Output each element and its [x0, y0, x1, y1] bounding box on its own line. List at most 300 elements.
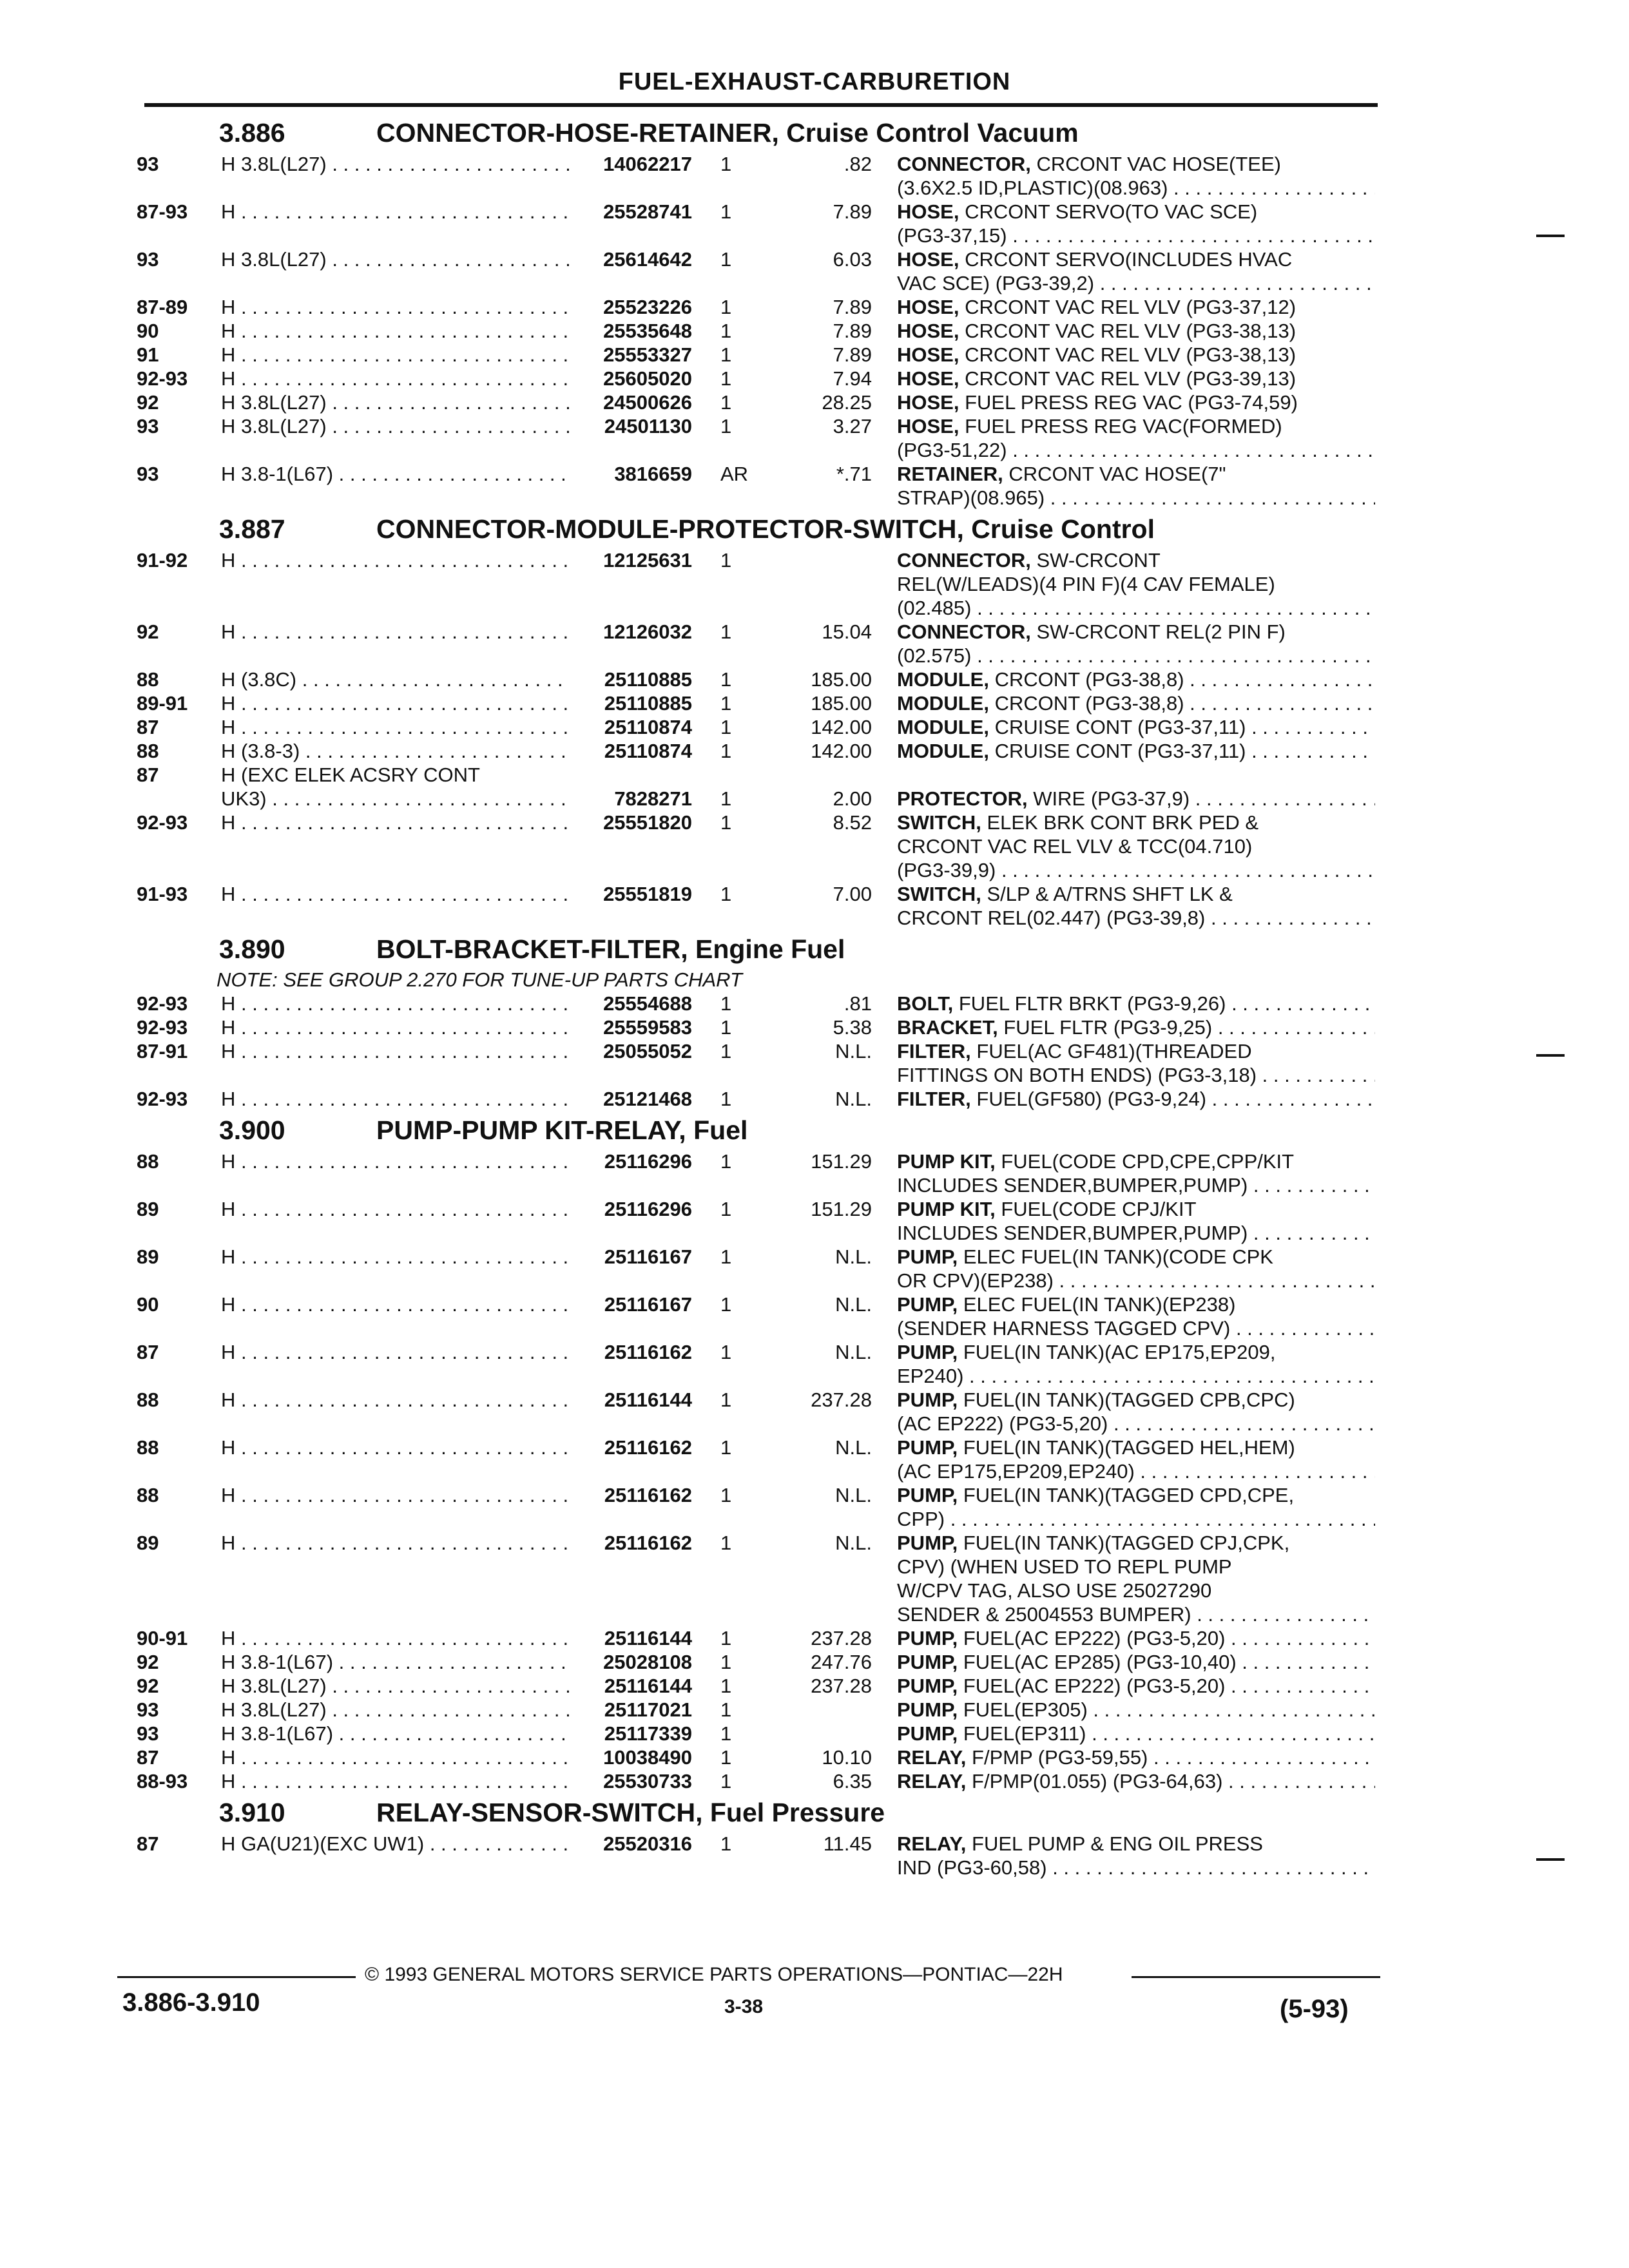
quantity: AR: [720, 463, 749, 485]
price: 5.38: [833, 1016, 872, 1039]
part-row: [0, 1531, 1629, 1555]
description-text: (02.485): [897, 597, 972, 619]
description: [897, 438, 1375, 462]
continuation-row: [0, 596, 1629, 620]
quantity: 1: [720, 1484, 732, 1506]
usage: H . . .: [221, 1149, 569, 1173]
section-subtitle: Cruise Control: [971, 514, 1155, 544]
price: 237.28: [811, 1627, 872, 1649]
description: [897, 715, 1375, 739]
description: [897, 319, 1375, 343]
description-text: CRCONT VAC REL VLV (PG3-37,12): [965, 296, 1296, 318]
usage: H . . .: [221, 1197, 569, 1221]
part-name: RETAINER,: [897, 463, 1003, 485]
description: [897, 858, 1375, 882]
description-text: CRCONT SERVO(INCLUDES HVAC: [965, 248, 1293, 271]
description-text: CRCONT VAC REL VLV (PG3-38,13): [965, 320, 1296, 342]
usage: H . . .: [221, 1388, 569, 1412]
part-row: [0, 343, 1629, 367]
description: [897, 1674, 1375, 1698]
usage: H 3.8L(L27) . . .: [221, 414, 569, 438]
model-years: 88: [137, 740, 159, 762]
part-name: FILTER,: [897, 1088, 971, 1110]
description-text: FUEL PUMP & ENG OIL PRESS: [972, 1832, 1263, 1855]
part-row: [0, 1832, 1629, 1856]
margin-mark: [1536, 235, 1565, 237]
usage: H (3.8C) . . .: [221, 668, 569, 691]
price: 237.28: [811, 1675, 872, 1697]
quantity: 1: [720, 1016, 732, 1039]
description: [897, 176, 1375, 200]
description-text: OR CPV)(EP238): [897, 1269, 1054, 1292]
description: [897, 414, 1375, 438]
quantity: 1: [720, 620, 732, 643]
description-text: FUEL(AC EP285) (PG3-10,40): [963, 1651, 1237, 1673]
description-text: CRCONT VAC REL VLV (PG3-38,13): [965, 343, 1296, 366]
section-heading: [0, 1793, 1629, 1832]
description-text: INCLUDES SENDER,BUMPER,PUMP): [897, 1222, 1248, 1244]
part-row: [0, 200, 1629, 224]
continuation-row: [0, 1063, 1629, 1087]
description: [897, 1316, 1375, 1340]
description: [897, 200, 1375, 224]
description-text: FUEL(CODE CPJ/KIT: [1001, 1198, 1197, 1220]
price: 247.76: [811, 1651, 872, 1673]
continuation-row: [0, 1856, 1629, 1879]
part-number: 25116162: [604, 1436, 692, 1459]
description: [897, 1149, 1375, 1173]
part-number: 25055052: [603, 1040, 692, 1062]
usage: H . . .: [221, 1531, 569, 1555]
price: 7.89: [833, 200, 872, 223]
description: [897, 1722, 1375, 1745]
part-row: [0, 715, 1629, 739]
usage: H . . .: [221, 319, 569, 343]
description-text: CRCONT SERVO(TO VAC SCE): [965, 200, 1258, 223]
price: 8.52: [833, 811, 872, 834]
part-row: [0, 295, 1629, 319]
usage: H . . .: [221, 548, 569, 572]
description-text: CRCONT (PG3-38,8): [994, 668, 1184, 691]
description: [897, 1221, 1375, 1245]
footer-rule: [1132, 1976, 1380, 1978]
description-text: VAC SCE) (PG3-39,2): [897, 272, 1095, 294]
part-row: [0, 739, 1629, 763]
section-subtitle: Fuel: [693, 1115, 748, 1145]
part-name: MODULE,: [897, 716, 989, 738]
price: 151.29: [811, 1198, 872, 1220]
part-number: 25605020: [603, 367, 692, 390]
price: 185.00: [811, 668, 872, 691]
model-years: 89: [137, 1198, 159, 1220]
part-number: 25116144: [604, 1627, 692, 1649]
quantity: 1: [720, 1198, 732, 1220]
part-number: 25551819: [603, 883, 692, 905]
quantity: 1: [720, 367, 732, 390]
usage: H . . .: [221, 367, 569, 390]
part-name: PUMP,: [897, 1245, 958, 1268]
description: [897, 462, 1375, 486]
usage: H . . .: [221, 200, 569, 224]
description-text: S/LP & A/TRNS SHFT LK &: [987, 883, 1233, 905]
model-years: 92-93: [137, 992, 188, 1015]
part-name: HOSE,: [897, 367, 959, 390]
price: N.L.: [835, 1040, 872, 1062]
description-text: ELEC FUEL(IN TANK)(CODE CPK: [963, 1245, 1273, 1268]
description-text: INCLUDES SENDER,BUMPER,PUMP): [897, 1174, 1248, 1196]
part-name: PUMP,: [897, 1484, 958, 1506]
part-name: PUMP,: [897, 1651, 958, 1673]
quantity: 1: [720, 692, 732, 715]
description: [897, 548, 1375, 572]
continuation-row: [0, 763, 1629, 787]
footer-copyright: © 1993 GENERAL MOTORS SERVICE PARTS OPERATIONS—PONTIAC—22H: [365, 1964, 1063, 1985]
description-text: FUEL(IN TANK)(TAGGED HEL,HEM): [963, 1436, 1295, 1459]
quantity: 1: [720, 1532, 732, 1554]
description: [897, 668, 1375, 691]
section-subtitle: Cruise Control Vacuum: [786, 118, 1079, 148]
quantity: 1: [720, 1040, 732, 1062]
quantity: 1: [720, 1770, 732, 1792]
quantity: 1: [720, 740, 732, 762]
usage: H . . .: [221, 1769, 569, 1793]
quantity: 1: [720, 1088, 732, 1110]
description: [897, 811, 1375, 834]
description-text: STRAP)(08.965): [897, 486, 1045, 509]
model-years: 90: [137, 320, 159, 342]
model-years: 88: [137, 1484, 159, 1506]
continuation-row: [0, 1459, 1629, 1483]
description: [897, 1769, 1375, 1793]
part-number: 25116167: [604, 1245, 692, 1268]
part-name: HOSE,: [897, 343, 959, 366]
description-text: CRCONT (PG3-38,8): [994, 692, 1184, 715]
usage: H . . .: [221, 1039, 569, 1063]
part-row: [0, 787, 1629, 811]
part-name: RELAY,: [897, 1832, 967, 1855]
continuation-row: [0, 486, 1629, 510]
model-years: 87: [137, 764, 159, 786]
price: .81: [843, 992, 872, 1015]
quantity: 1: [720, 992, 732, 1015]
quantity: 1: [720, 1675, 732, 1697]
model-years: 92: [137, 620, 159, 643]
continuation-row: [0, 1364, 1629, 1388]
quantity: 1: [720, 248, 732, 271]
price: 142.00: [811, 740, 872, 762]
quantity: 1: [720, 1746, 732, 1769]
description-text: (PG3-51,22): [897, 439, 1007, 461]
model-years: 88: [137, 668, 159, 691]
part-name: PUMP KIT,: [897, 1150, 996, 1173]
description: [897, 1197, 1375, 1221]
part-number: 25116296: [604, 1150, 692, 1173]
price: 3.27: [833, 415, 872, 437]
section-number: 3.910: [219, 1798, 285, 1827]
quantity: 1: [720, 320, 732, 342]
part-number: 25110885: [604, 692, 692, 715]
quantity: 1: [720, 1627, 732, 1649]
usage: H . . .: [221, 811, 569, 834]
part-name: CONNECTOR,: [897, 153, 1031, 175]
price: 28.25: [822, 391, 872, 414]
part-number: 25528741: [603, 200, 692, 223]
description: [897, 295, 1375, 319]
model-years: 92: [137, 1675, 159, 1697]
continuation-row: [0, 438, 1629, 462]
part-name: PUMP,: [897, 1627, 958, 1649]
price: 142.00: [811, 716, 872, 738]
price: N.L.: [835, 1436, 872, 1459]
model-years: 93: [137, 1698, 159, 1721]
quantity: 1: [720, 1293, 732, 1316]
section-subtitle: Engine Fuel: [695, 934, 845, 964]
description: [897, 1459, 1375, 1483]
quantity: 1: [720, 883, 732, 905]
margin-mark: [1536, 1858, 1565, 1861]
usage: H . . .: [221, 1087, 569, 1111]
part-number: 7828271: [614, 787, 692, 810]
description: [897, 834, 1375, 858]
part-name: PUMP,: [897, 1389, 958, 1411]
description-text: CRUISE CONT (PG3-37,11): [994, 716, 1246, 738]
usage: H . . .: [221, 882, 569, 906]
model-years: 91-92: [137, 549, 188, 572]
price: N.L.: [835, 1532, 872, 1554]
section-title-main: RELAY-SENSOR-SWITCH,: [376, 1798, 703, 1827]
price: 11.45: [823, 1832, 872, 1855]
part-name: RELAY,: [897, 1746, 967, 1769]
model-years: 87: [137, 1746, 159, 1769]
part-name: MODULE,: [897, 668, 989, 691]
continuation-row: [0, 858, 1629, 882]
description: [897, 1856, 1375, 1879]
description: [897, 620, 1375, 644]
continuation-row: [0, 1555, 1629, 1579]
margin-mark: [1536, 1054, 1565, 1057]
description: [897, 152, 1375, 176]
usage: H (3.8-3) . . .: [221, 739, 569, 763]
usage: H . . .: [221, 1626, 569, 1650]
continuation-row: [0, 1221, 1629, 1245]
section-heading: [0, 930, 1629, 968]
usage: H . . .: [221, 343, 569, 367]
quantity: 1: [720, 1245, 732, 1268]
part-row: [0, 1769, 1629, 1793]
part-name: BOLT,: [897, 992, 954, 1015]
price: 6.03: [833, 248, 872, 271]
model-years: 88: [137, 1150, 159, 1173]
part-number: 24501130: [604, 415, 692, 437]
description: [897, 644, 1375, 668]
description: [897, 691, 1375, 715]
part-name: PROTECTOR,: [897, 787, 1028, 810]
description-text: SENDER & 25004553 BUMPER): [897, 1603, 1191, 1626]
continuation-row: [0, 1173, 1629, 1197]
model-years: 93: [137, 248, 159, 271]
part-row: [0, 1087, 1629, 1111]
description-text: FUEL FLTR BRKT (PG3-9,26): [958, 992, 1226, 1015]
section-heading: [0, 1111, 1629, 1149]
part-name: PUMP,: [897, 1532, 958, 1554]
section-title: [376, 1111, 747, 1149]
section-subtitle: Fuel Pressure: [709, 1798, 885, 1827]
part-number: 25523226: [603, 296, 692, 318]
quantity: 1: [720, 1150, 732, 1173]
description: [897, 1039, 1375, 1063]
part-row: [0, 548, 1629, 572]
description-text: (3.6X2.5 ID,PLASTIC)(08.963): [897, 177, 1168, 199]
quantity: 1: [720, 296, 732, 318]
description-text: CRCONT VAC HOSE(TEE): [1036, 153, 1281, 175]
part-number: 25614642: [603, 248, 692, 271]
quantity: 1: [720, 1436, 732, 1459]
footer-rule: [117, 1976, 356, 1978]
usage: H . . .: [221, 715, 569, 739]
section-number: 3.887: [219, 514, 285, 544]
parts-listing: [0, 113, 1629, 1879]
part-row: [0, 1388, 1629, 1412]
model-years: 92-93: [137, 367, 188, 390]
part-name: PUMP,: [897, 1675, 958, 1697]
price: N.L.: [835, 1088, 872, 1110]
part-row: [0, 1015, 1629, 1039]
model-years: 88: [137, 1389, 159, 1411]
part-number: 25116162: [604, 1484, 692, 1506]
price: 7.89: [833, 320, 872, 342]
model-years: 90: [137, 1293, 159, 1316]
usage: H . . .: [221, 620, 569, 644]
quantity: 1: [720, 200, 732, 223]
model-years: 89: [137, 1245, 159, 1268]
part-name: PUMP,: [897, 1293, 958, 1316]
part-row: [0, 1436, 1629, 1459]
part-name: HOSE,: [897, 200, 959, 223]
footer-page-number: 3-38: [724, 1996, 764, 2017]
model-years: 87-89: [137, 296, 188, 318]
description-text: W/CPV TAG, ALSO USE 25027290: [897, 1579, 1212, 1602]
usage: H (EXC ELEK ACSRY CONT: [221, 764, 480, 786]
section-number: 3.886: [219, 118, 285, 148]
section-heading: [0, 113, 1629, 152]
part-row: [0, 1483, 1629, 1507]
description-text: CPV) (WHEN USED TO REPL PUMP: [897, 1555, 1232, 1578]
description: [897, 1436, 1375, 1459]
description-text: EP240): [897, 1365, 964, 1387]
model-years: 89-91: [137, 692, 188, 715]
description: [897, 1626, 1375, 1650]
quantity: 1: [720, 549, 732, 572]
price: .82: [843, 153, 872, 175]
description: [897, 247, 1375, 271]
part-row: [0, 414, 1629, 438]
price: 15.04: [822, 620, 872, 643]
description-text: SW-CRCONT REL(2 PIN F): [1036, 620, 1286, 643]
part-row: [0, 882, 1629, 906]
description: [897, 1602, 1375, 1626]
part-name: CONNECTOR,: [897, 549, 1031, 572]
part-row: [0, 1039, 1629, 1063]
part-row: [0, 1149, 1629, 1173]
description: [897, 367, 1375, 390]
part-number: 25520316: [603, 1832, 692, 1855]
part-row: [0, 992, 1629, 1015]
header-rule: [144, 103, 1378, 107]
part-number: 25117021: [604, 1698, 692, 1721]
quantity: 1: [720, 1651, 732, 1673]
description-text: FUEL PRESS REG VAC(FORMED): [965, 415, 1282, 437]
section-number: 3.900: [219, 1115, 285, 1145]
model-years: 91: [137, 343, 159, 366]
price: 6.35: [833, 1770, 872, 1792]
quantity: 1: [720, 391, 732, 414]
part-number: 25551820: [603, 811, 692, 834]
part-number: 25116144: [604, 1675, 692, 1697]
description-text: (AC EP175,EP209,EP240): [897, 1460, 1135, 1483]
usage: H 3.8-1(L67) . . .: [221, 1722, 569, 1745]
part-row: [0, 152, 1629, 176]
model-years: 93: [137, 153, 159, 175]
price: *.71: [836, 463, 872, 485]
model-years: 93: [137, 415, 159, 437]
part-number: 25028108: [603, 1651, 692, 1673]
model-years: 87-93: [137, 200, 188, 223]
description: [897, 1745, 1375, 1769]
description-text: ELEC FUEL(IN TANK)(EP238): [963, 1293, 1236, 1316]
part-number: 25110885: [604, 668, 692, 691]
usage: H 3.8L(L27) . . .: [221, 247, 569, 271]
price: 237.28: [811, 1389, 872, 1411]
quantity: 1: [720, 153, 732, 175]
part-number: 25110874: [604, 716, 692, 738]
part-number: 25121468: [603, 1088, 692, 1110]
part-name: SWITCH,: [897, 883, 981, 905]
model-years: 92-93: [137, 811, 188, 834]
part-number: 24500626: [603, 391, 692, 414]
model-years: 87: [137, 1341, 159, 1363]
description-text: F/PMP (PG3-59,55): [972, 1746, 1148, 1769]
quantity: 1: [720, 716, 732, 738]
part-number: 25554688: [603, 992, 692, 1015]
description-text: (PG3-37,15): [897, 224, 1007, 247]
usage: H . . .: [221, 1245, 569, 1269]
price: N.L.: [835, 1293, 872, 1316]
description: [897, 1698, 1375, 1722]
section-note: NOTE: SEE GROUP 2.270 FOR TUNE-UP PARTS CHART: [217, 968, 742, 991]
part-row: [0, 1698, 1629, 1722]
price: 7.94: [833, 367, 872, 390]
usage: H 3.8-1(L67) . . .: [221, 462, 569, 486]
model-years: 88-93: [137, 1770, 188, 1792]
quantity: 1: [720, 1722, 732, 1745]
part-name: SWITCH,: [897, 811, 981, 834]
description: [897, 596, 1375, 620]
usage: H . . .: [221, 1015, 569, 1039]
part-number: 25535648: [603, 320, 692, 342]
description: [897, 1832, 1375, 1856]
price: 7.89: [833, 343, 872, 366]
continuation-row: [0, 1269, 1629, 1293]
description: [897, 1650, 1375, 1674]
description: [897, 390, 1375, 414]
description-text: FUEL(IN TANK)(TAGGED CPJ,CPK,: [963, 1532, 1290, 1554]
description: [897, 1507, 1375, 1531]
description-text: SW-CRCONT: [1036, 549, 1161, 572]
description-text: CRCONT VAC REL VLV (PG3-39,13): [965, 367, 1296, 390]
description-text: CRCONT REL(02.447) (PG3-39,8): [897, 907, 1206, 929]
description-text: CPP): [897, 1508, 945, 1530]
description: [897, 1087, 1375, 1111]
